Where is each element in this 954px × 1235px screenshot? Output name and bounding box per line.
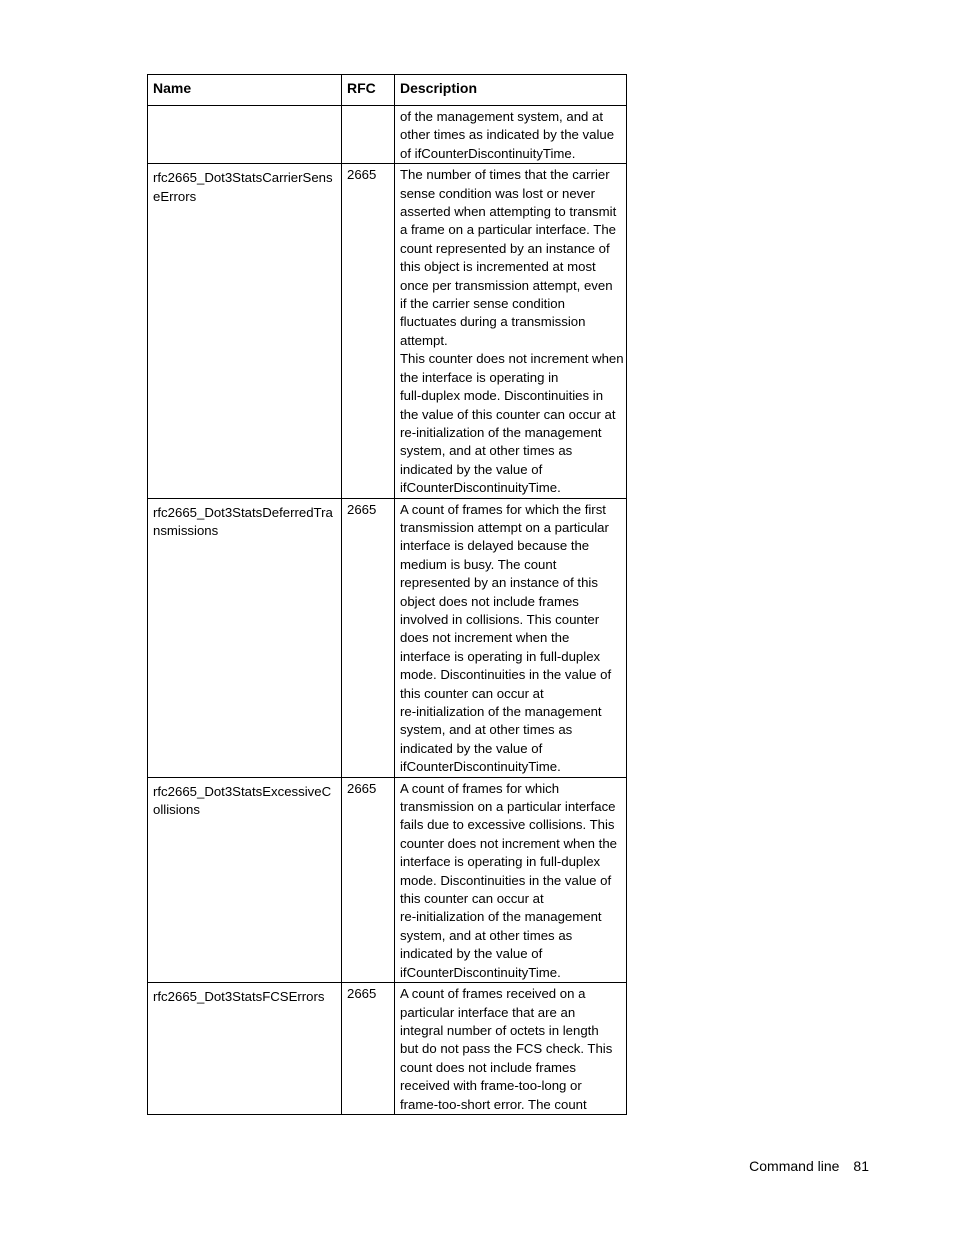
description-line: of ifCounterDiscontinuityTime. (400, 145, 576, 161)
cell-description (395, 498, 627, 777)
description-line: involved in collisions. This counter (400, 611, 600, 627)
description-line: but do not pass the FCS check. This (400, 1041, 613, 1057)
mib-object-table (147, 74, 627, 1115)
description-line: other times as indicated by the value (400, 127, 615, 143)
description-line: if the carrier sense condition (400, 296, 565, 312)
description-line: The number of times that the carrier (400, 167, 610, 183)
description-line: of the management system, and at (400, 109, 604, 124)
cell-name: rfc2665_Dot3StatsDeferredTransmissions (148, 498, 342, 777)
table-body (148, 106, 627, 1115)
description-line: the interface is operating in (400, 369, 559, 385)
description-line: ifCounterDiscontinuityTime. (400, 480, 561, 496)
description-line: re-initialization of the management (400, 704, 602, 719)
cell-rfc: 2665 (342, 164, 395, 498)
description-line: this counter can occur at (400, 891, 544, 907)
page-footer (749, 1158, 869, 1174)
cell-description (395, 983, 627, 1115)
cell-name: rfc2665_Dot3StatsCarrierSenseErrors (148, 164, 342, 498)
description-line: fluctuates during a transmission (400, 314, 586, 330)
header-rfc: RFC (342, 75, 395, 106)
description-line: A count of frames received on a (400, 986, 586, 1002)
cell-name: rfc2665_Dot3StatsExcessiveCollisions (148, 777, 342, 982)
description-line: count represented by an instance of (400, 240, 610, 256)
description-line: counter does not increment when the (400, 835, 617, 851)
cell-name (148, 106, 342, 164)
description-line: system, and at other times as (400, 443, 573, 459)
description-line: ifCounterDiscontinuityTime. (400, 964, 561, 980)
header-name: Name (148, 75, 342, 106)
description-line: indicated by the value of (400, 461, 543, 477)
cell-description (395, 164, 627, 498)
description-line: particular interface that are an (400, 1004, 576, 1020)
description-line: asserted when attempting to transmit (400, 204, 617, 220)
description-line: A count of frames for which (400, 780, 560, 796)
cell-description (395, 106, 627, 164)
description-line: transmission attempt on a particular (400, 519, 609, 535)
description-line: system, and at other times as (400, 722, 573, 738)
description-line: integral number of octets in length (400, 1022, 599, 1038)
description-line: full-duplex mode. Discontinuities in (400, 388, 604, 404)
table-row (148, 498, 627, 777)
description-line: once per transmission attempt, even (400, 277, 613, 293)
description-line: This counter does not increment when (400, 351, 624, 367)
description-line: sense condition was lost or never (400, 185, 595, 201)
description-line: system, and at other times as (400, 927, 573, 943)
description-line: this object is incremented at most (400, 259, 596, 275)
description-line: represented by an instance of this (400, 575, 598, 591)
cell-rfc: 2665 (342, 498, 395, 777)
description-line: mode. Discontinuities in the value of (400, 667, 612, 683)
footer-section-title: Command line (749, 1158, 840, 1174)
description-line: frame-too-short error. The count (400, 1096, 587, 1112)
description-line: interface is operating in full-duplex (400, 648, 601, 664)
table-row (148, 777, 627, 982)
description-line: medium is busy. The count (400, 556, 557, 572)
description-line: interface is operating in full-duplex (400, 854, 601, 870)
description-line: mode. Discontinuities in the value of (400, 872, 612, 888)
description-line: object does not include frames (400, 593, 579, 609)
header-description: Description (395, 75, 627, 106)
description-line: does not increment when the (400, 630, 570, 646)
page-number: 81 (853, 1158, 869, 1174)
description-line: fails due to excessive collisions. This (400, 817, 615, 833)
description-line: the value of this counter can occur at (400, 406, 616, 422)
cell-rfc (342, 106, 395, 164)
description-line: attempt. (400, 332, 448, 348)
description-line: interface is delayed because the (400, 538, 590, 554)
table-header-row (148, 75, 627, 106)
description-line: indicated by the value of (400, 946, 543, 962)
description-line: received with frame-too-long or (400, 1078, 582, 1094)
cell-rfc: 2665 (342, 777, 395, 982)
cell-name: rfc2665_Dot3StatsFCSErrors (148, 983, 342, 1115)
table-row (148, 164, 627, 498)
description-line: ifCounterDiscontinuityTime. (400, 759, 561, 775)
description-line: a frame on a particular interface. The (400, 222, 616, 238)
description-line: indicated by the value of (400, 740, 543, 756)
table-row (148, 983, 627, 1115)
table-row (148, 106, 627, 164)
description-line: count does not include frames (400, 1059, 576, 1075)
cell-rfc: 2665 (342, 983, 395, 1115)
description-line: this counter can occur at (400, 685, 544, 701)
description-line: A count of frames for which the first (400, 501, 606, 517)
description-line: transmission on a particular interface (400, 799, 616, 815)
description-line: re-initialization of the management (400, 424, 602, 440)
cell-description (395, 777, 627, 982)
description-line: re-initialization of the management (400, 909, 602, 925)
